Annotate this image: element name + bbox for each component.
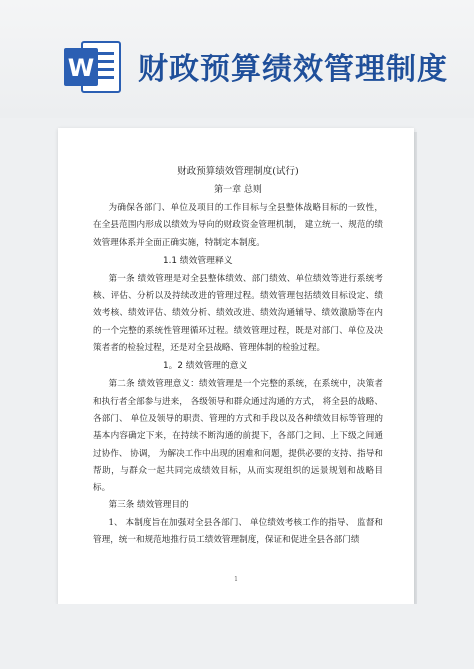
- word-logo-letter: W: [67, 54, 95, 82]
- banner: [0, 0, 474, 118]
- word-document-icon: [62, 36, 124, 98]
- bottom-background: [0, 604, 474, 669]
- page-number: 1: [234, 576, 238, 583]
- banner-title: 财政预算绩效管理制度: [138, 52, 448, 87]
- chapter-title: 第一章 总则: [214, 185, 262, 195]
- article-1-paragraph: 第一条 绩效管理是对全县整体绩效、部门绩效、单位绩效等进行系统考核、评估、分析以及持续改进的管理过程。绩效管理包括绩效目标设定、绩效考核、绩效评估、绩效分析、绩效改进、绩效沟通辅导、绩效激励等在内的一个完整的系统性管理循环过程。绩效管理过程，既是对部门、单位及决策者者的检验过程，还是对全县战略、管理体制的检验过程。: [93, 273, 383, 354]
- section-heading-1-1: 1.1 绩效管理释义: [163, 255, 233, 266]
- intro-paragraph: 为确保各部门、单位及项目的工作目标与全县整体战略目标的一致性，在全县范围内形成以绩效为导向的财政资金管理机制， 建立统一、规范的绩效管理体系并全面正确实施，特制定本制度。: [93, 203, 383, 248]
- article-2-paragraph: 第二条 绩效管理意义：绩效管理是一个完整的系统，在系统中，决策者和执行者全部参与进来， 各级领导和群众通过沟通的方式， 将全县的战略、各部门、 单位及领导的职责、管理的方式和手段以及各种绩效目标等管理的基本内容确定下来，在持续不断沟通的前提下，各部门之间、上下级之间通过协作、 协调， 为解决工作中出现的困难和问题，提供必要的支持、指导和帮助，与群众一起共同完成绩效目标，从而实现组织的远景规划和战略目标。: [93, 379, 383, 494]
- article-3-item-1: 1、 本制度旨在加强对全县各部门、 单位绩效考核工作的指导、 监督和管理，统一和规范地推行员工绩效管理制度，保证和促进全县各部门绩: [93, 517, 383, 546]
- article-3-title: 第三条 绩效管理目的: [108, 500, 189, 511]
- document-content: [93, 165, 383, 549]
- document-page: [58, 128, 414, 604]
- section-heading-1-2: 1。2 绩效管理的意义: [163, 361, 248, 372]
- document-heading: 财政预算绩效管理制度(试行): [177, 166, 299, 177]
